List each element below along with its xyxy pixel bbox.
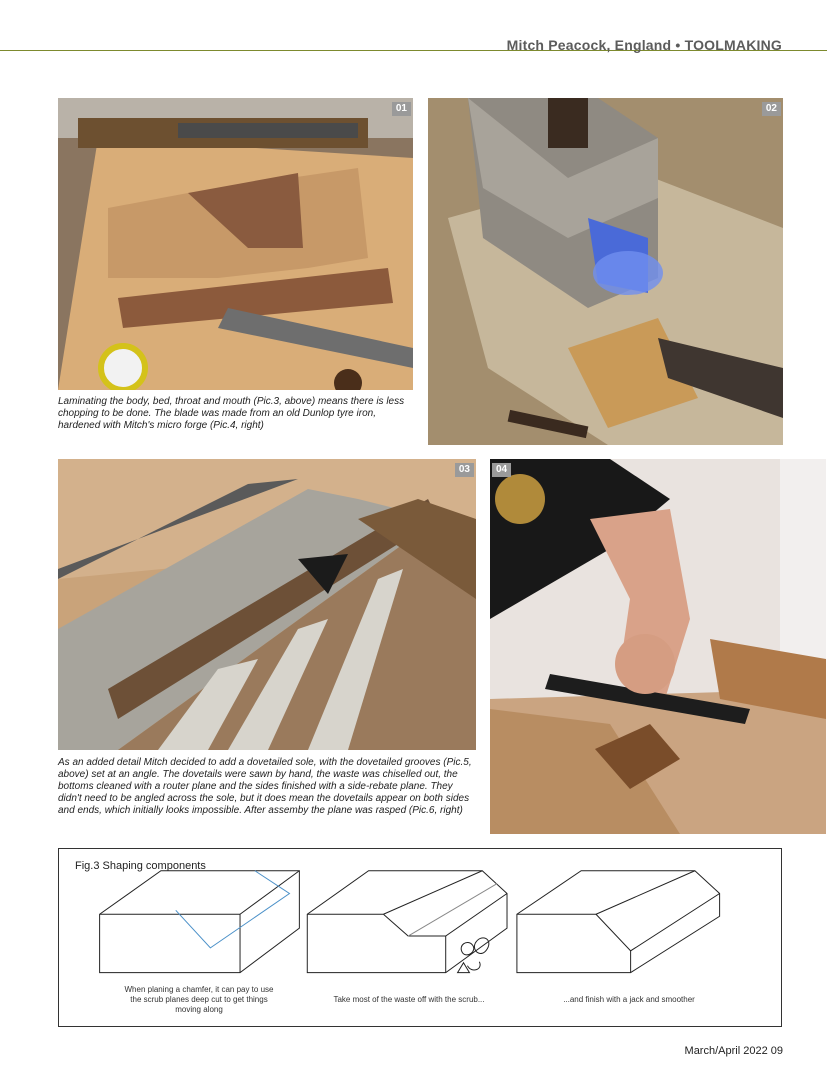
photo-number-badge: 01	[392, 102, 411, 116]
running-head	[507, 37, 782, 53]
figure-label-2: Take most of the waste off with the scrub...	[333, 995, 485, 1004]
photo-04	[490, 459, 826, 834]
figure-shaping-components	[58, 848, 782, 1027]
caption-top: Laminating the body, bed, throat and mouth (Pic.3, above) means there is less chopping to be done. The blade was made from an old Dunlop tyre iron, hardened with Mitch's micro forge (Pic.4, right)	[58, 396, 405, 431]
photo-01	[58, 98, 413, 390]
author-name: Mitch Peacock, England	[506, 37, 672, 53]
photo-number-badge: 04	[492, 463, 511, 477]
figure-title: Fig.3 Shaping components	[75, 860, 206, 872]
photo-number-badge: 02	[762, 102, 781, 116]
page-footer	[685, 1045, 783, 1057]
figure-label-1: When planing a chamfer, it can pay to use the scrub planes deep cut to get things moving along	[124, 985, 274, 1014]
figure-label-3: ...and finish with a jack and smoother	[563, 995, 695, 1004]
photo-02	[428, 98, 783, 445]
caption-middle: As an added detail Mitch decided to add a dovetailed sole, with the dovetailed grooves (Pic.5, above) set at an angle. The dovetails were sawn by hand, the waste was chiselled out, the bottoms cleaned with a router plane and the sides finished with a side-rebate plane. They didn't need to be angled across the sole, but it does mean the dovetails appear on both sides and ends, which initially looks impossible. After assemby the plane was rasped (Pic.6, right)	[58, 757, 472, 816]
section-name: TOOLMAKING	[684, 37, 782, 53]
photo-03	[58, 459, 476, 750]
header-separator: •	[675, 37, 681, 53]
page-number: 09	[770, 1045, 783, 1057]
issue-date: March/April 2022	[684, 1045, 768, 1057]
photo-number-badge: 03	[455, 463, 474, 477]
